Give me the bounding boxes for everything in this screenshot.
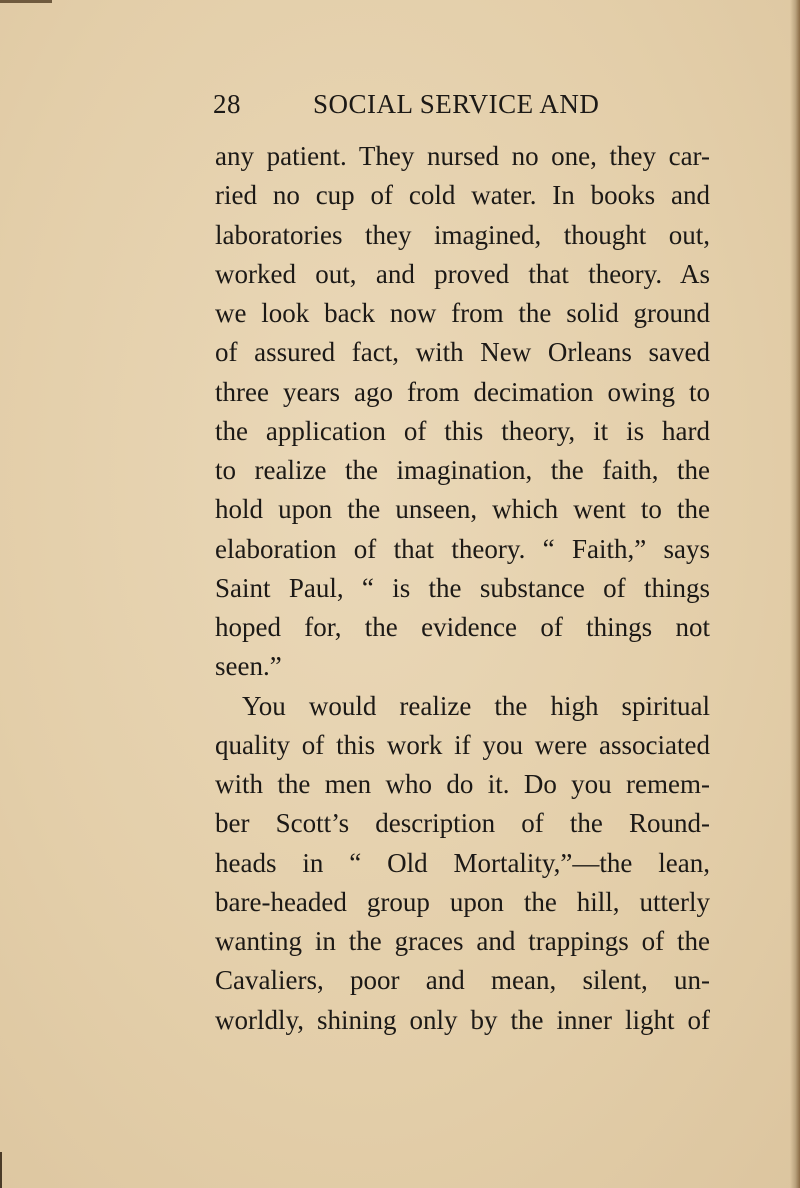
text-line: any patient. They nursed no one, they car- [215,141,710,171]
text-line: to realize the imagination, the faith, the [215,455,710,485]
text-line: worked out, and proved that theory. As [215,258,710,289]
text-line: hoped for, the evidence of things not [215,612,710,642]
running-head [213,89,708,125]
running-title: SOCIAL SERVICE AND [313,89,600,119]
text-line: laboratories they imagined, thought out, [215,219,710,250]
page-edge-top-left [0,0,52,3]
text-line: three years ago from decimation owing to [215,376,710,407]
text-line-paragraph-start: You would realize the high spiritual [242,690,710,721]
page-edge-bottom-left [0,1152,2,1188]
text-line: we look back now from the solid ground [215,298,710,328]
page-number: 28 [213,89,241,119]
text-line: the application of this theory, it is hard [215,415,710,446]
text-line: ried no cup of cold water. In books and [215,180,710,211]
text-line: Cavaliers, poor and mean, silent, un- [215,965,710,996]
text-line: of assured fact, with New Orleans saved [215,337,710,368]
body-text [215,137,710,1040]
text-line: quality of this work if you were associated [215,729,710,760]
page-edge-right [790,0,800,1188]
text-line: elaboration of that theory. “ Faith,” says [215,533,710,564]
text-line: with the men who do it. Do you remem- [215,769,710,799]
text-line: heads in “ Old Mortality,”—the lean, [215,847,710,878]
text-line: worldly, shining only by the inner light of [215,1004,710,1035]
text-line: bare-headed group upon the hill, utterly [215,886,710,917]
text-line: wanting in the graces and trappings of the [215,926,710,956]
text-line: Saint Paul, “ is the substance of things [215,572,710,603]
text-line: ber Scott’s description of the Round- [215,808,710,839]
text-line-paragraph-end: seen.” [215,651,282,682]
text-line: hold upon the unseen, which went to the [215,494,710,525]
